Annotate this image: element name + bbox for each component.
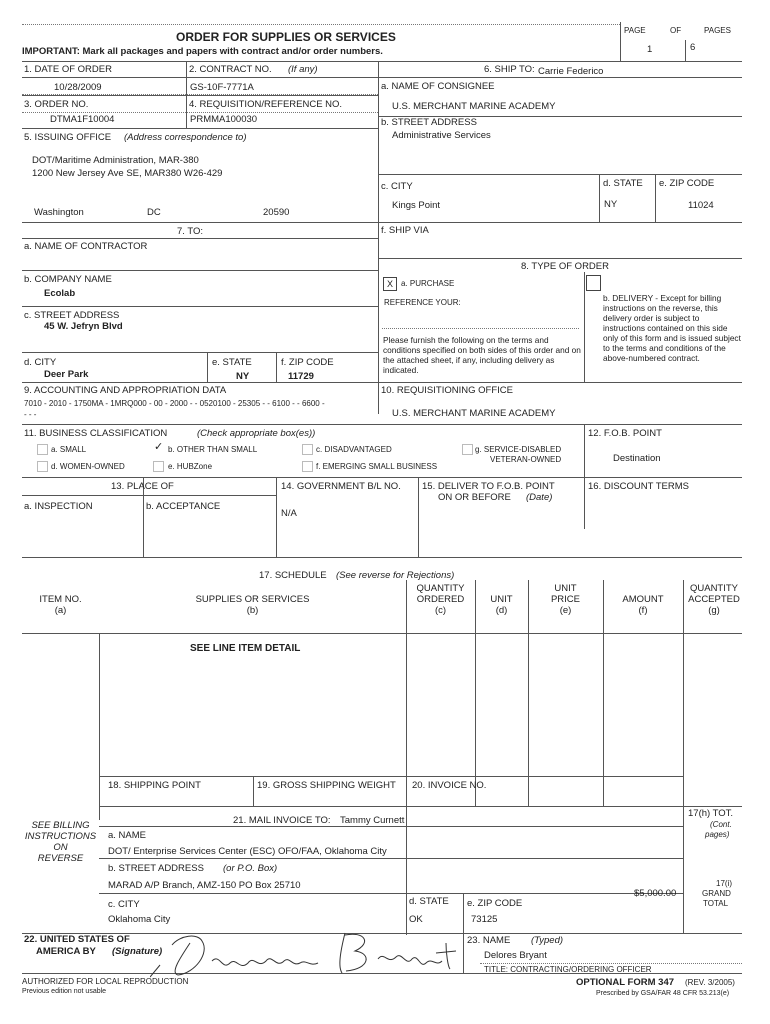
contractor-name-label: a. NAME OF CONTRACTOR bbox=[24, 241, 148, 252]
grand-total-label-line1: 17(i) bbox=[716, 879, 733, 888]
deliver-fob-label: 15. DELIVER TO F.O.B. POINT bbox=[422, 481, 555, 492]
column-unit-price-line1: UNIT bbox=[554, 583, 577, 594]
to-label: 7. TO: bbox=[177, 226, 204, 237]
order-no: DTMA1F10004 bbox=[50, 114, 115, 125]
ship-to-label: 6. SHIP TO: bbox=[484, 64, 535, 75]
issuing-office-note: (Address correspondence to) bbox=[124, 132, 247, 143]
grand-total-amount: $5,000.00 bbox=[634, 888, 677, 899]
handwritten-signature bbox=[150, 923, 480, 981]
ship-state-label: d. STATE bbox=[603, 178, 643, 189]
schedule-label: 17. SCHEDULE bbox=[259, 570, 327, 581]
type-of-order-label: 8. TYPE OF ORDER bbox=[521, 261, 609, 272]
billing-street-label: b. STREET ADDRESS bbox=[108, 863, 204, 874]
previous-edition: Previous edition not usable bbox=[22, 988, 107, 995]
important-note: IMPORTANT: Mark all packages and papers with contract and/or order numbers. bbox=[22, 46, 383, 57]
ship-zip-label: e. ZIP CODE bbox=[659, 178, 715, 189]
emerging-small-business-label: f. EMERGING SMALL BUSINESS bbox=[316, 462, 438, 471]
mail-invoice-to: Tammy Curnett bbox=[340, 815, 405, 826]
small-checkbox[interactable] bbox=[37, 444, 48, 455]
fob-point-label: 12. F.O.B. POINT bbox=[588, 428, 662, 439]
requisition-no-label: 4. REQUISITION/REFERENCE NO. bbox=[189, 99, 343, 110]
prescribed-by: Prescribed by GSA/FAR 48 CFR 53.213(e) bbox=[596, 990, 730, 997]
requisitioning-office: U.S. MERCHANT MARINE ACADEMY bbox=[392, 408, 556, 419]
billing-street: MARAD A/P Branch, AMZ-150 PO Box 25710 bbox=[108, 880, 301, 891]
acceptance-label: b. ACCEPTANCE bbox=[146, 501, 221, 512]
ship-zip: 11024 bbox=[688, 200, 714, 211]
women-owned-checkbox[interactable] bbox=[37, 461, 48, 472]
grand-total-label-line2: GRAND bbox=[702, 889, 731, 898]
consignee-label: a. NAME OF CONSIGNEE bbox=[381, 81, 495, 92]
gbl-label: 14. GOVERNMENT B/L NO. bbox=[281, 481, 401, 492]
company-name: Ecolab bbox=[44, 288, 76, 299]
accounting-line2: - - - bbox=[24, 410, 37, 419]
women-owned-label: d. WOMEN-OWNED bbox=[51, 462, 125, 471]
contractor-city-label: d. CITY bbox=[24, 357, 57, 368]
column-item-no: ITEM NO. bbox=[39, 594, 82, 605]
billing-note-line1: SEE BILLING bbox=[31, 820, 90, 831]
signer-title: TITLE: CONTRACTING/ORDERING OFFICER bbox=[484, 965, 652, 974]
purchase-note: Please furnish the following on the terms and conditions specified on both sides of this order and on the attached sheet, if any, including delivery as indicated. bbox=[383, 335, 581, 375]
form-title: ORDER FOR SUPPLIES OR SERVICES bbox=[176, 30, 396, 44]
gbl-value: N/A bbox=[281, 508, 297, 519]
reference-your-label: REFERENCE YOUR: bbox=[384, 298, 461, 307]
purchase-checkbox[interactable]: X bbox=[383, 277, 397, 291]
order-no-label: 3. ORDER NO. bbox=[24, 99, 89, 110]
column-qty-ordered-code: (c) bbox=[434, 605, 447, 616]
contract-no-label: 2. CONTRACT NO. bbox=[189, 64, 272, 75]
inspection-label: a. INSPECTION bbox=[24, 501, 93, 512]
date-of-order: 10/28/2009 bbox=[54, 82, 102, 93]
ship-city: Kings Point bbox=[392, 200, 441, 211]
ship-to-attn: Carrie Federico bbox=[538, 66, 604, 77]
veteran-owned-checkbox[interactable] bbox=[462, 444, 473, 455]
grand-total-label-line3: TOTAL bbox=[703, 899, 729, 908]
billing-street-note: (or P.O. Box) bbox=[223, 863, 278, 874]
column-qty-accepted-code: (g) bbox=[708, 605, 720, 616]
billing-note-line3: ON bbox=[53, 842, 68, 853]
column-unit-code: (d) bbox=[495, 605, 508, 616]
billing-zip: 73125 bbox=[471, 914, 498, 925]
of-label: OF bbox=[670, 26, 682, 35]
shipping-point-label: 18. SHIPPING POINT bbox=[108, 780, 201, 791]
accounting-label: 9. ACCOUNTING AND APPROPRIATION DATA bbox=[24, 385, 227, 396]
issuing-office-city: Washington bbox=[34, 207, 84, 218]
pages-label: PAGES bbox=[704, 26, 731, 35]
authorized-reproduction: AUTHORIZED FOR LOCAL REPRODUCTION bbox=[22, 977, 189, 986]
billing-note-line4: REVERSE bbox=[37, 853, 84, 864]
contract-if-any: (If any) bbox=[288, 64, 318, 75]
issuing-office-label: 5. ISSUING OFFICE bbox=[24, 132, 112, 143]
accounting-line1: 7010 - 2010 - 1750MA - 1MRQ000 - 00 - 2000 - - 0520100 - 25305 - - 6100 - - 6600 - bbox=[24, 399, 325, 408]
business-classification-note: (Check appropriate box(es)) bbox=[197, 428, 316, 439]
issuing-office-state: DC bbox=[147, 207, 161, 218]
billing-zip-label: e. ZIP CODE bbox=[467, 898, 523, 909]
column-supplies: SUPPLIES OR SERVICES bbox=[195, 594, 310, 605]
billing-note-line2: INSTRUCTIONS bbox=[24, 831, 97, 842]
ship-street: Administrative Services bbox=[392, 130, 491, 141]
emerging-small-business-checkbox[interactable] bbox=[302, 461, 313, 472]
veteran-label-line2: VETERAN-OWNED bbox=[490, 455, 562, 464]
schedule-note: (See reverse for Rejections) bbox=[336, 570, 455, 581]
signature-label-note: (Signature) bbox=[112, 946, 163, 957]
ship-street-label: b. STREET ADDRESS bbox=[381, 117, 477, 128]
company-name-label: b. COMPANY NAME bbox=[24, 274, 112, 285]
issuing-office-line2: 1200 New Jersey Ave SE, MAR380 W26-429 bbox=[32, 168, 223, 179]
typed-name-label: 23. NAME bbox=[467, 935, 511, 946]
gross-shipping-weight-label: 19. GROSS SHIPPING WEIGHT bbox=[257, 780, 396, 791]
requisition-no: PRMMA100030 bbox=[190, 114, 258, 125]
column-unit: UNIT bbox=[490, 594, 513, 605]
column-qty-ordered-line2: ORDERED bbox=[416, 594, 465, 605]
delivery-note: b. DELIVERY - Except for billing instructions on the reverse, this delivery order is subject to instructions contained on this side only of this form and is issued subject to the terms and conditions of the above-numbered contract. bbox=[603, 293, 741, 363]
mail-invoice-label: 21. MAIL INVOICE TO: bbox=[233, 815, 331, 826]
hubzone-checkbox[interactable] bbox=[153, 461, 164, 472]
billing-name: DOT/ Enterprise Services Center (ESC) OFO/FAA, Oklahoma City bbox=[108, 846, 387, 857]
billing-name-label: a. NAME bbox=[108, 830, 147, 841]
form-revision: (REV. 3/2005) bbox=[685, 978, 735, 987]
on-or-before-date-note: (Date) bbox=[526, 492, 553, 503]
column-supplies-code: (b) bbox=[246, 605, 259, 616]
fob-point: Destination bbox=[613, 453, 661, 464]
page-number: 1 bbox=[647, 44, 653, 55]
disadvantaged-checkbox[interactable] bbox=[302, 444, 313, 455]
hubzone-label: e. HUBZone bbox=[168, 462, 213, 471]
signature-label-line1: 22. UNITED STATES OF bbox=[24, 934, 130, 945]
issuing-office-zip: 20590 bbox=[263, 207, 290, 218]
pages-number: 6 bbox=[690, 42, 696, 53]
column-amount-code: (f) bbox=[638, 605, 648, 616]
veteran-label-line1: g. SERVICE-DISABLED bbox=[475, 445, 562, 454]
column-amount: AMOUNT bbox=[622, 594, 664, 605]
column-qty-ordered-line1: QUANTITY bbox=[416, 583, 465, 594]
contractor-zip-label: f. ZIP CODE bbox=[281, 357, 334, 368]
contractor-state-label: e. STATE bbox=[212, 357, 252, 368]
page-label: PAGE bbox=[624, 26, 646, 35]
typed-name: Delores Bryant bbox=[484, 950, 547, 961]
contractor-street-label: c. STREET ADDRESS bbox=[24, 310, 120, 321]
signature-label-line2: AMERICA BY bbox=[36, 946, 96, 957]
requisitioning-office-label: 10. REQUISITIONING OFFICE bbox=[381, 385, 513, 396]
column-item-no-code: (a) bbox=[54, 605, 67, 616]
ship-via-label: f. SHIP VIA bbox=[381, 225, 429, 236]
invoice-no-label: 20. INVOICE NO. bbox=[412, 780, 487, 791]
billing-state-label: d. STATE bbox=[409, 896, 449, 907]
column-unit-price-line2: PRICE bbox=[550, 594, 581, 605]
other-than-small-label: b. OTHER THAN SMALL bbox=[168, 445, 258, 454]
disadvantaged-label: c. DISADVANTAGED bbox=[316, 445, 392, 454]
on-or-before-label: ON OR BEFORE bbox=[438, 492, 511, 503]
billing-city-label: c. CITY bbox=[108, 899, 140, 910]
billing-city: Oklahoma City bbox=[108, 914, 171, 925]
date-of-order-label: 1. DATE OF ORDER bbox=[24, 64, 112, 75]
contractor-city: Deer Park bbox=[44, 369, 89, 380]
typed-name-note: (Typed) bbox=[531, 935, 564, 946]
business-classification-label: 11. BUSINESS CLASSIFICATION bbox=[24, 428, 168, 439]
total-note-line1: (Cont. bbox=[710, 820, 732, 829]
contractor-zip: 11729 bbox=[288, 371, 314, 382]
purchase-label: a. PURCHASE bbox=[401, 279, 455, 288]
column-qty-accepted-line2: ACCEPTED bbox=[688, 594, 740, 605]
discount-terms-label: 16. DISCOUNT TERMS bbox=[588, 481, 690, 492]
ship-state: NY bbox=[604, 199, 618, 210]
issuing-office-line1: DOT/Maritime Administration, MAR-380 bbox=[32, 155, 199, 166]
delivery-checkbox[interactable] bbox=[586, 275, 601, 291]
column-qty-accepted-line1: QUANTITY bbox=[689, 583, 739, 594]
see-line-item-detail: SEE LINE ITEM DETAIL bbox=[190, 643, 301, 654]
total-note-line2: pages) bbox=[705, 830, 730, 839]
consignee: U.S. MERCHANT MARINE ACADEMY bbox=[392, 101, 556, 112]
place-of-label: 13. PLACE OF bbox=[111, 481, 174, 492]
small-label: a. SMALL bbox=[51, 445, 87, 454]
optional-form-number: OPTIONAL FORM 347 bbox=[576, 977, 675, 988]
contract-no: GS-10F-7771A bbox=[190, 82, 254, 93]
other-than-small-check: ✓ bbox=[154, 441, 164, 453]
column-unit-price-code: (e) bbox=[559, 605, 572, 616]
total-label: 17(h) TOT. bbox=[688, 808, 734, 819]
contractor-street: 45 W. Jefryn Blvd bbox=[44, 321, 123, 332]
contractor-state: NY bbox=[236, 371, 250, 382]
ship-city-label: c. CITY bbox=[381, 181, 413, 192]
billing-state: OK bbox=[409, 914, 423, 925]
